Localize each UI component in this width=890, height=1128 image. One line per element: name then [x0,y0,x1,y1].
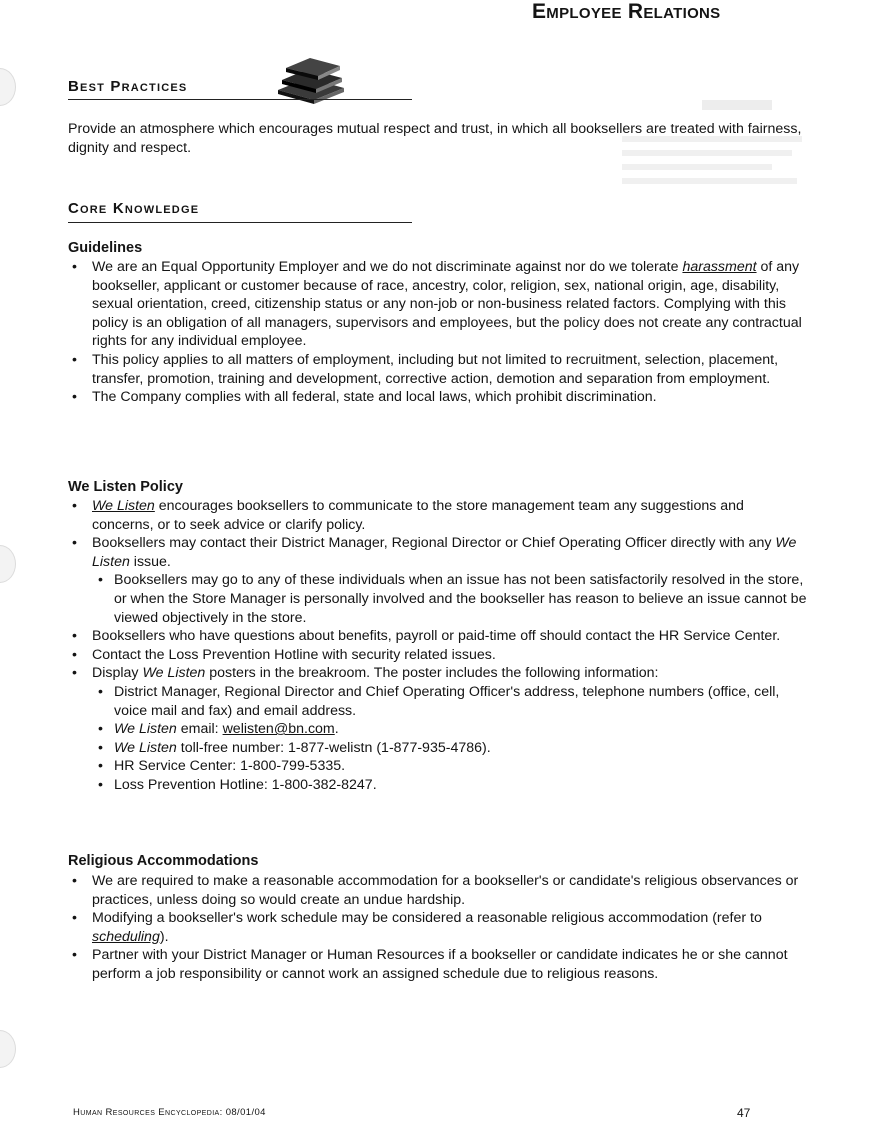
list-item: • We Listen encourages booksellers to communicate to the store management team any suggestions and concerns, or to seek advice or clarify policy. [68,497,808,534]
list-item: • The Company complies with all federal, state and local laws, which prohibit discrimination. [68,388,808,407]
list-item: • We are required to make a reasonable accommodation for a bookseller's or candidate's religious observances or practices, unless doing so would create an undue hardship. [68,872,808,909]
best-practices-rule [68,99,412,100]
list-item: • Contact the Loss Prevention Hotline with security related issues. [68,646,808,665]
guidelines-list [68,258,808,407]
sub-list-item: • District Manager, Regional Director and Chief Operating Officer's address, telephone numbers (office, cell, voice mail and fax) and email address. [92,683,808,720]
religious-list [68,872,808,984]
list-item: • Partner with your District Manager or Human Resources if a bookseller or candidate indicates he or she cannot perform a job responsibility or cannot work an assigned schedule due to religious reasons. [68,946,808,983]
religious-heading: Religious Accommodations [68,853,259,869]
harassment-link[interactable]: harassment [682,259,757,275]
best-practices-heading: Best Practices [68,78,188,95]
list-item: • Booksellers may contact their District Manager, Regional Director or Chief Operating Officer directly with any We Listen issue. • Booksellers may go to any of these individuals when an issue has not been satisfactorily resolved in the store, or when the Store Manager is personally involved and the bookseller has reason to believe an issue cannot be viewed objectively in the store. [68,534,808,627]
sub-list-item: • Loss Prevention Hotline: 1-800-382-8247. [92,776,808,795]
list-item: • Booksellers who have questions about benefits, payroll or paid-time off should contact the HR Service Center. [68,627,808,646]
we-listen-list [68,497,808,795]
list-item: • Display We Listen posters in the breakroom. The poster includes the following information: • District Manager, Regional Director and Chief Operating Officer's address, telephone numbers (office, cell, voice mail and fax) and email address. • We Listen email: welisten@bn.com. • We Listen toll-free number: 1-877-welistn (1-877-935-4786). • HR Service Center: 1-800-799-5335. • Loss Prevention Hotline: 1-800-382-8247. [68,664,808,794]
we-listen-heading: We Listen Policy [68,479,183,495]
core-knowledge-rule [68,222,412,223]
list-item: • This policy applies to all matters of employment, including but not limited to recruitment, selection, placement, transfer, promotion, training and development, corrective action, demotion and separation from employment. [68,351,808,388]
binder-hole-top [0,68,16,106]
sub-list-item: • We Listen toll-free number: 1-877-welistn (1-877-935-4786). [92,739,808,758]
list-item: • Modifying a bookseller's work schedule may be considered a reasonable religious accommodation (refer to scheduling). [68,909,808,946]
core-knowledge-heading: Core Knowledge [68,200,200,217]
page-title: Employee Relations [532,0,721,23]
list-item: • We are an Equal Opportunity Employer and we do not discriminate against nor do we tolerate harassment of any bookseller, applicant or customer because of race, ancestry, color, religion, sex, national origin, age, disability, sexual orientation, creed, citizenship status or any non-job or non-business related factors. Complying with this policy is an obligation of all managers, supervisors and employees, but the policy does not create any contractual rights for any individual employee. [68,258,808,351]
we-listen-link[interactable]: We Listen [92,498,155,514]
page-number: 47 [737,1106,751,1120]
email-link[interactable]: welisten@bn.com [222,721,335,738]
sub-list-item: • We Listen email: welisten@bn.com. [92,720,808,739]
guidelines-heading: Guidelines [68,240,143,256]
sub-list-item: • Booksellers may go to any of these individuals when an issue has not been satisfactorily resolved in the store, or when the Store Manager is personally involved and the bookseller has reason to believe an issue cannot be viewed objectively in the store. [92,571,808,627]
binder-hole-bottom [0,1030,16,1068]
best-practices-text: Provide an atmosphere which encourages mutual respect and trust, in which all booksellers are treated with fairness, dignity and respect. [68,121,802,156]
binder-hole-middle [0,545,16,583]
footer-text: Human Resources Encyclopedia: 08/01/04 [73,1107,266,1118]
scheduling-link[interactable]: scheduling [92,928,160,945]
sub-list-item: • HR Service Center: 1-800-799-5335. [92,757,808,776]
